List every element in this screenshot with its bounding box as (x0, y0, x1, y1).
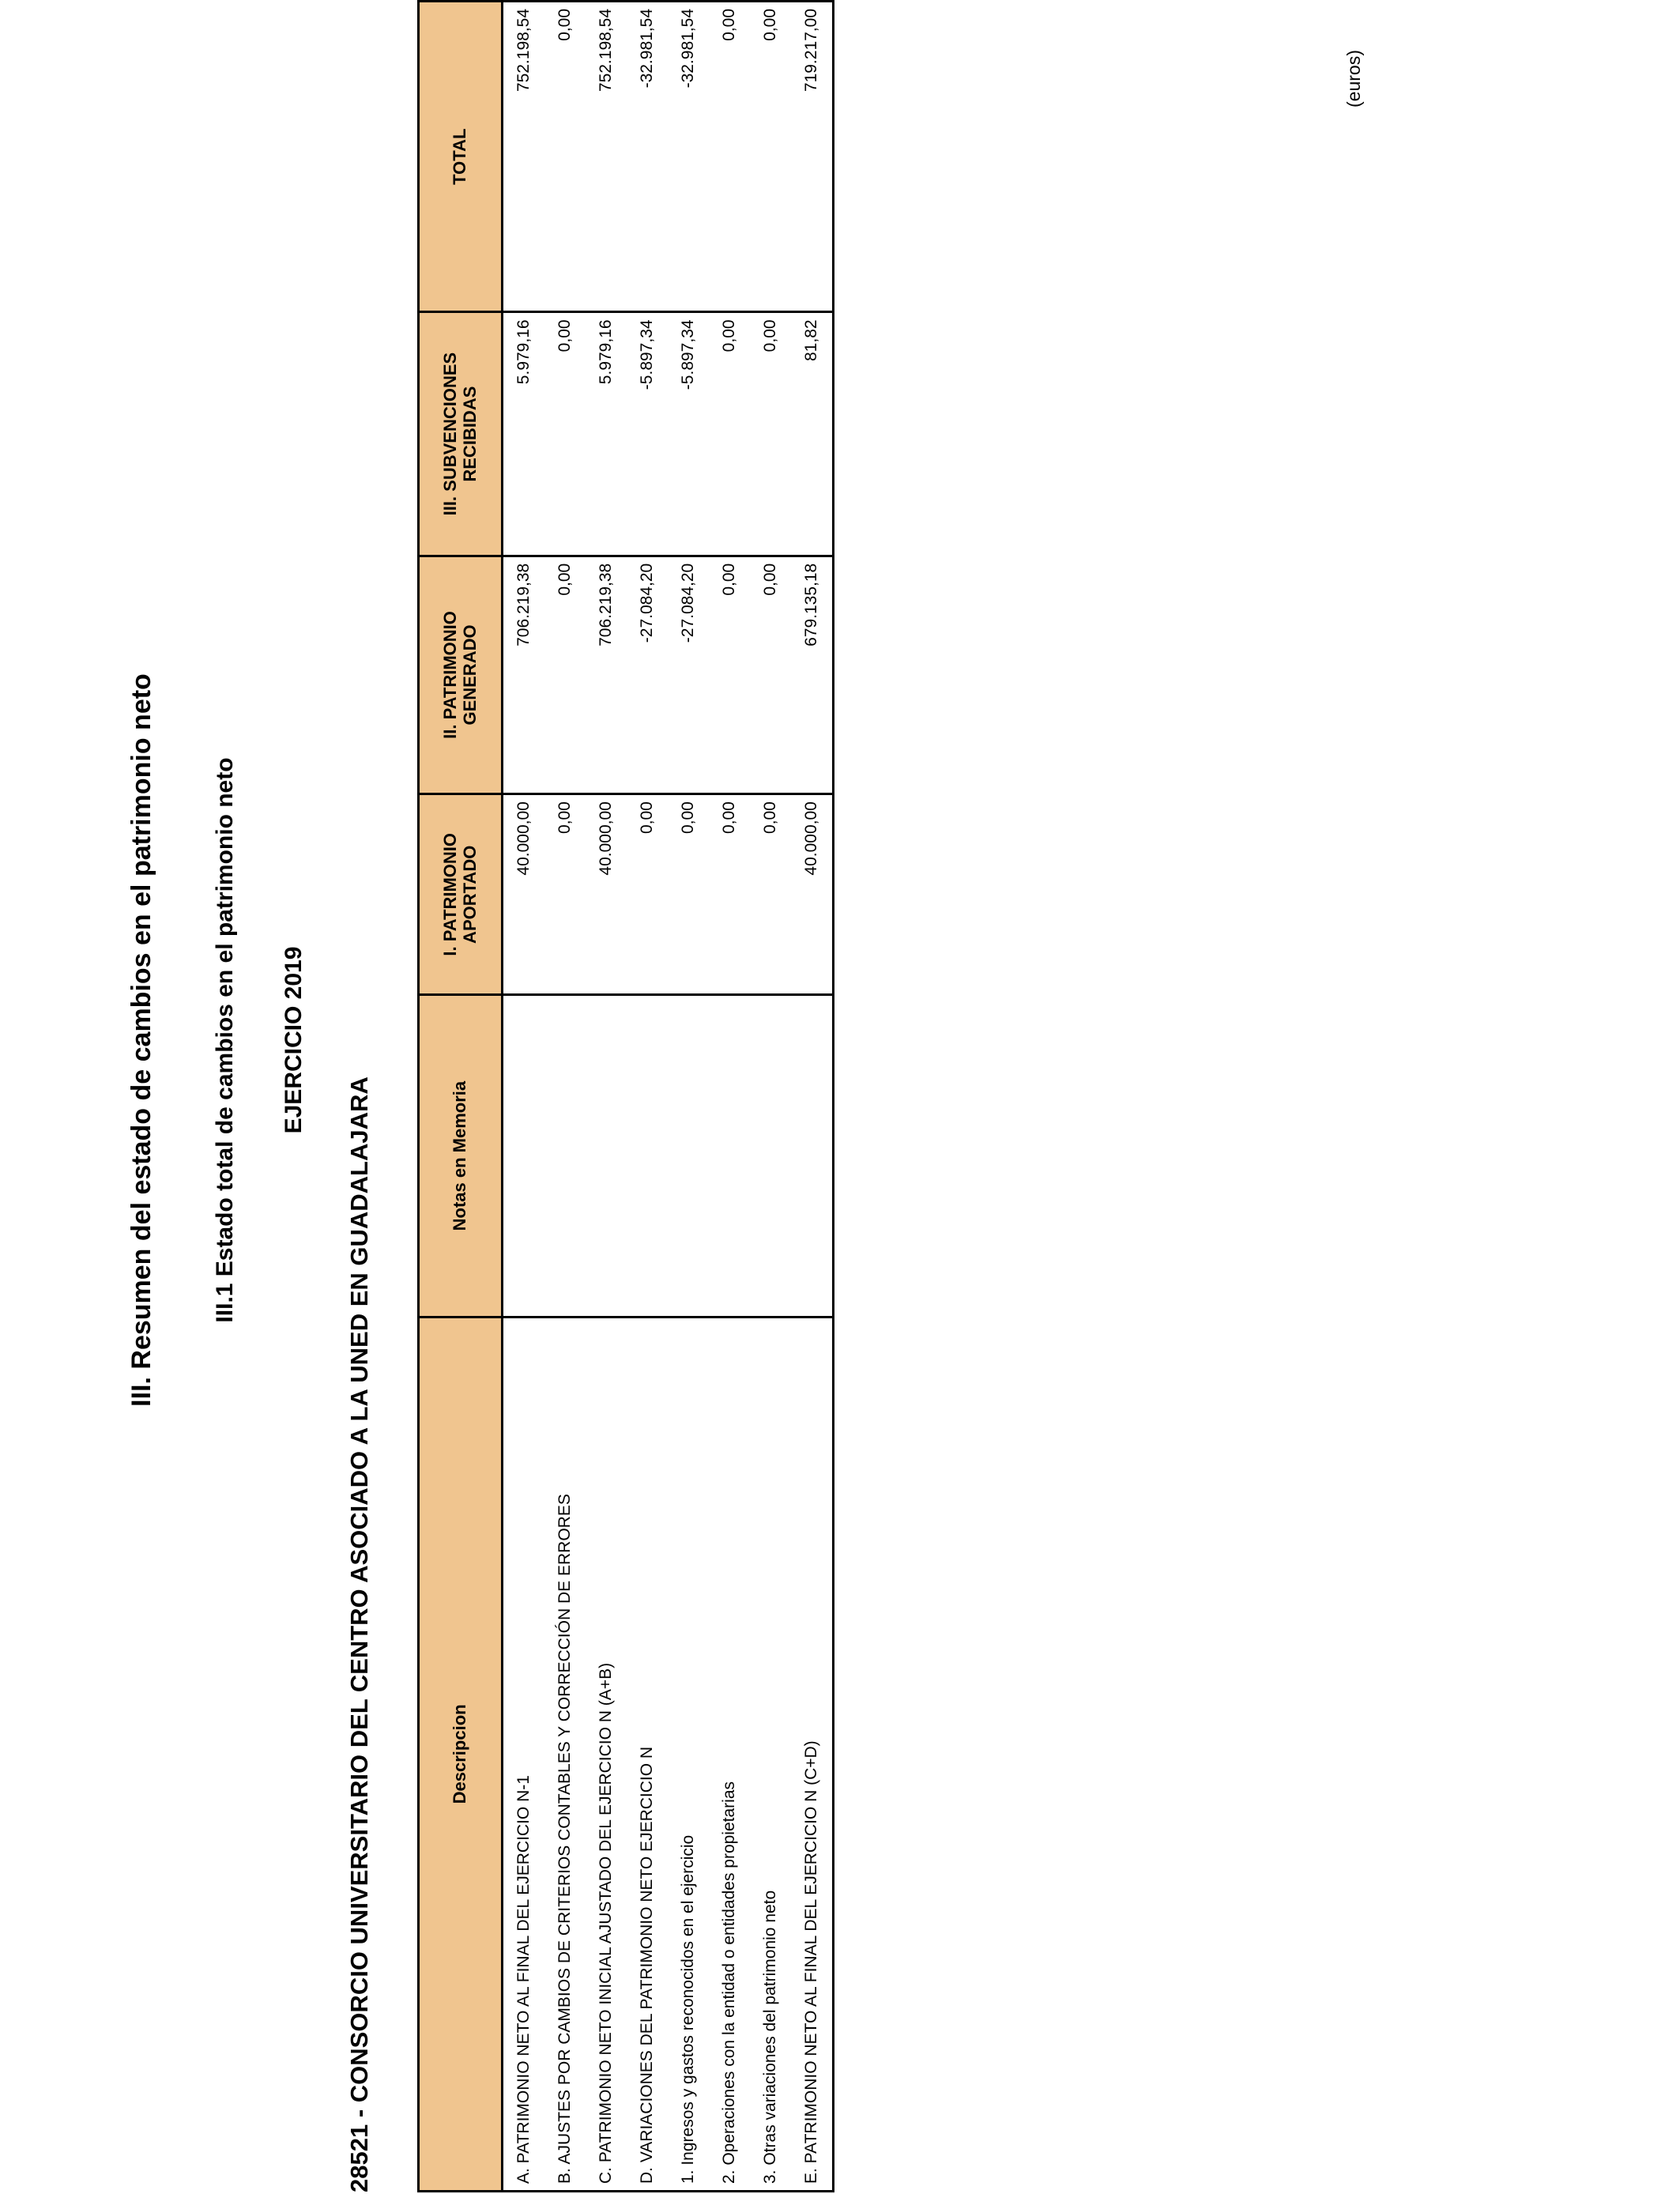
row-description: E. PATRIMONIO NETO AL FINAL DEL EJERCICIO N (C+D) (791, 1317, 834, 2191)
row-patrimonio-generado: 0,00 (709, 556, 750, 794)
table-row (791, 2, 834, 2192)
row-description: 2. Operaciones con la entidad o entidades propietarias (709, 1317, 750, 2191)
row-subvenciones-recibidas: 0,00 (709, 312, 750, 556)
row-subvenciones-recibidas: 5.979,16 (586, 312, 627, 556)
row-subvenciones-recibidas: 81,82 (791, 312, 834, 556)
row-patrimonio-generado: 0,00 (544, 556, 586, 794)
row-total: 0,00 (709, 2, 750, 312)
row-notes (503, 995, 545, 1317)
row-patrimonio-generado: 706.219,38 (586, 556, 627, 794)
header-total: TOTAL (419, 2, 503, 312)
row-subvenciones-recibidas: -5.897,34 (668, 312, 709, 556)
row-description: D. VARIACIONES DEL PATRIMONIO NETO EJERCICIO N (627, 1317, 668, 2191)
row-description: A. PATRIMONIO NETO AL FINAL DEL EJERCICIO N-1 (503, 1317, 545, 2191)
page-title: III. Resumen del estado de cambios en el patrimonio neto (126, 673, 156, 1407)
row-patrimonio-generado: -27.084,20 (627, 556, 668, 794)
row-patrimonio-aportado: 0,00 (750, 794, 791, 995)
row-description: B. AJUSTES POR CAMBIOS DE CRITERIOS CONTABLES Y CORRECCIÓN DE ERRORES (544, 1317, 586, 2191)
row-patrimonio-aportado: 40.000,00 (586, 794, 627, 995)
row-total: 0,00 (544, 2, 586, 312)
row-subvenciones-recibidas: 0,00 (750, 312, 791, 556)
table-row (709, 2, 750, 2192)
row-total: -32.981,54 (627, 2, 668, 312)
row-patrimonio-aportado: 40.000,00 (503, 794, 545, 995)
table-row (544, 2, 586, 2192)
table-row (668, 2, 709, 2192)
row-total: -32.981,54 (668, 2, 709, 312)
row-patrimonio-aportado: 0,00 (627, 794, 668, 995)
row-total: 0,00 (750, 2, 791, 312)
header-notes: Notas en Memoria (419, 995, 503, 1317)
fiscal-year: EJERCICIO 2019 (281, 946, 307, 1134)
table-header-row (419, 2, 503, 2192)
entity-name: 28521 - CONSORCIO UNIVERSITARIO DEL CENTRO ASOCIADO A LA UNED EN GUADALAJARA (345, 1076, 373, 2192)
row-description: C. PATRIMONIO NETO INICIAL AJUSTADO DEL EJERCICIO N (A+B) (586, 1317, 627, 2191)
row-subvenciones-recibidas: -5.897,34 (627, 312, 668, 556)
row-notes (586, 995, 627, 1317)
table-row (627, 2, 668, 2192)
row-patrimonio-aportado: 40.000,00 (791, 794, 834, 995)
row-notes (544, 995, 586, 1317)
row-description: 3. Otras variaciones del patrimonio neto (750, 1317, 791, 2191)
row-notes (791, 995, 834, 1317)
row-total: 752.198,54 (503, 2, 545, 312)
row-description: 1. Ingresos y gastos reconocidos en el ejercicio (668, 1317, 709, 2191)
row-notes (627, 995, 668, 1317)
row-notes (709, 995, 750, 1317)
row-subvenciones-recibidas: 5.979,16 (503, 312, 545, 556)
header-subvenciones-recibidas: III. SUBVENCIONES RECIBIDAS (419, 312, 503, 556)
equity-changes-table (417, 0, 834, 2192)
page-subtitle: III.1 Estado total de cambios en el patrimonio neto (212, 757, 238, 1323)
currency-units: (euros) (1343, 50, 1364, 107)
row-subvenciones-recibidas: 0,00 (544, 312, 586, 556)
row-patrimonio-aportado: 0,00 (709, 794, 750, 995)
header-patrimonio-generado: II. PATRIMONIO GENERADO (419, 556, 503, 794)
row-patrimonio-generado: 0,00 (750, 556, 791, 794)
row-patrimonio-aportado: 0,00 (668, 794, 709, 995)
row-patrimonio-aportado: 0,00 (544, 794, 586, 995)
row-patrimonio-generado: -27.084,20 (668, 556, 709, 794)
row-patrimonio-generado: 679.135,18 (791, 556, 834, 794)
header-description: Descripcion (419, 1317, 503, 2191)
header-patrimonio-aportado: I. PATRIMONIO APORTADO (419, 794, 503, 995)
row-patrimonio-generado: 706.219,38 (503, 556, 545, 794)
table-row (586, 2, 627, 2192)
row-notes (668, 995, 709, 1317)
row-notes (750, 995, 791, 1317)
table-row (503, 2, 545, 2192)
row-total: 752.198,54 (586, 2, 627, 312)
row-total: 719.217,00 (791, 2, 834, 312)
table-row (750, 2, 791, 2192)
